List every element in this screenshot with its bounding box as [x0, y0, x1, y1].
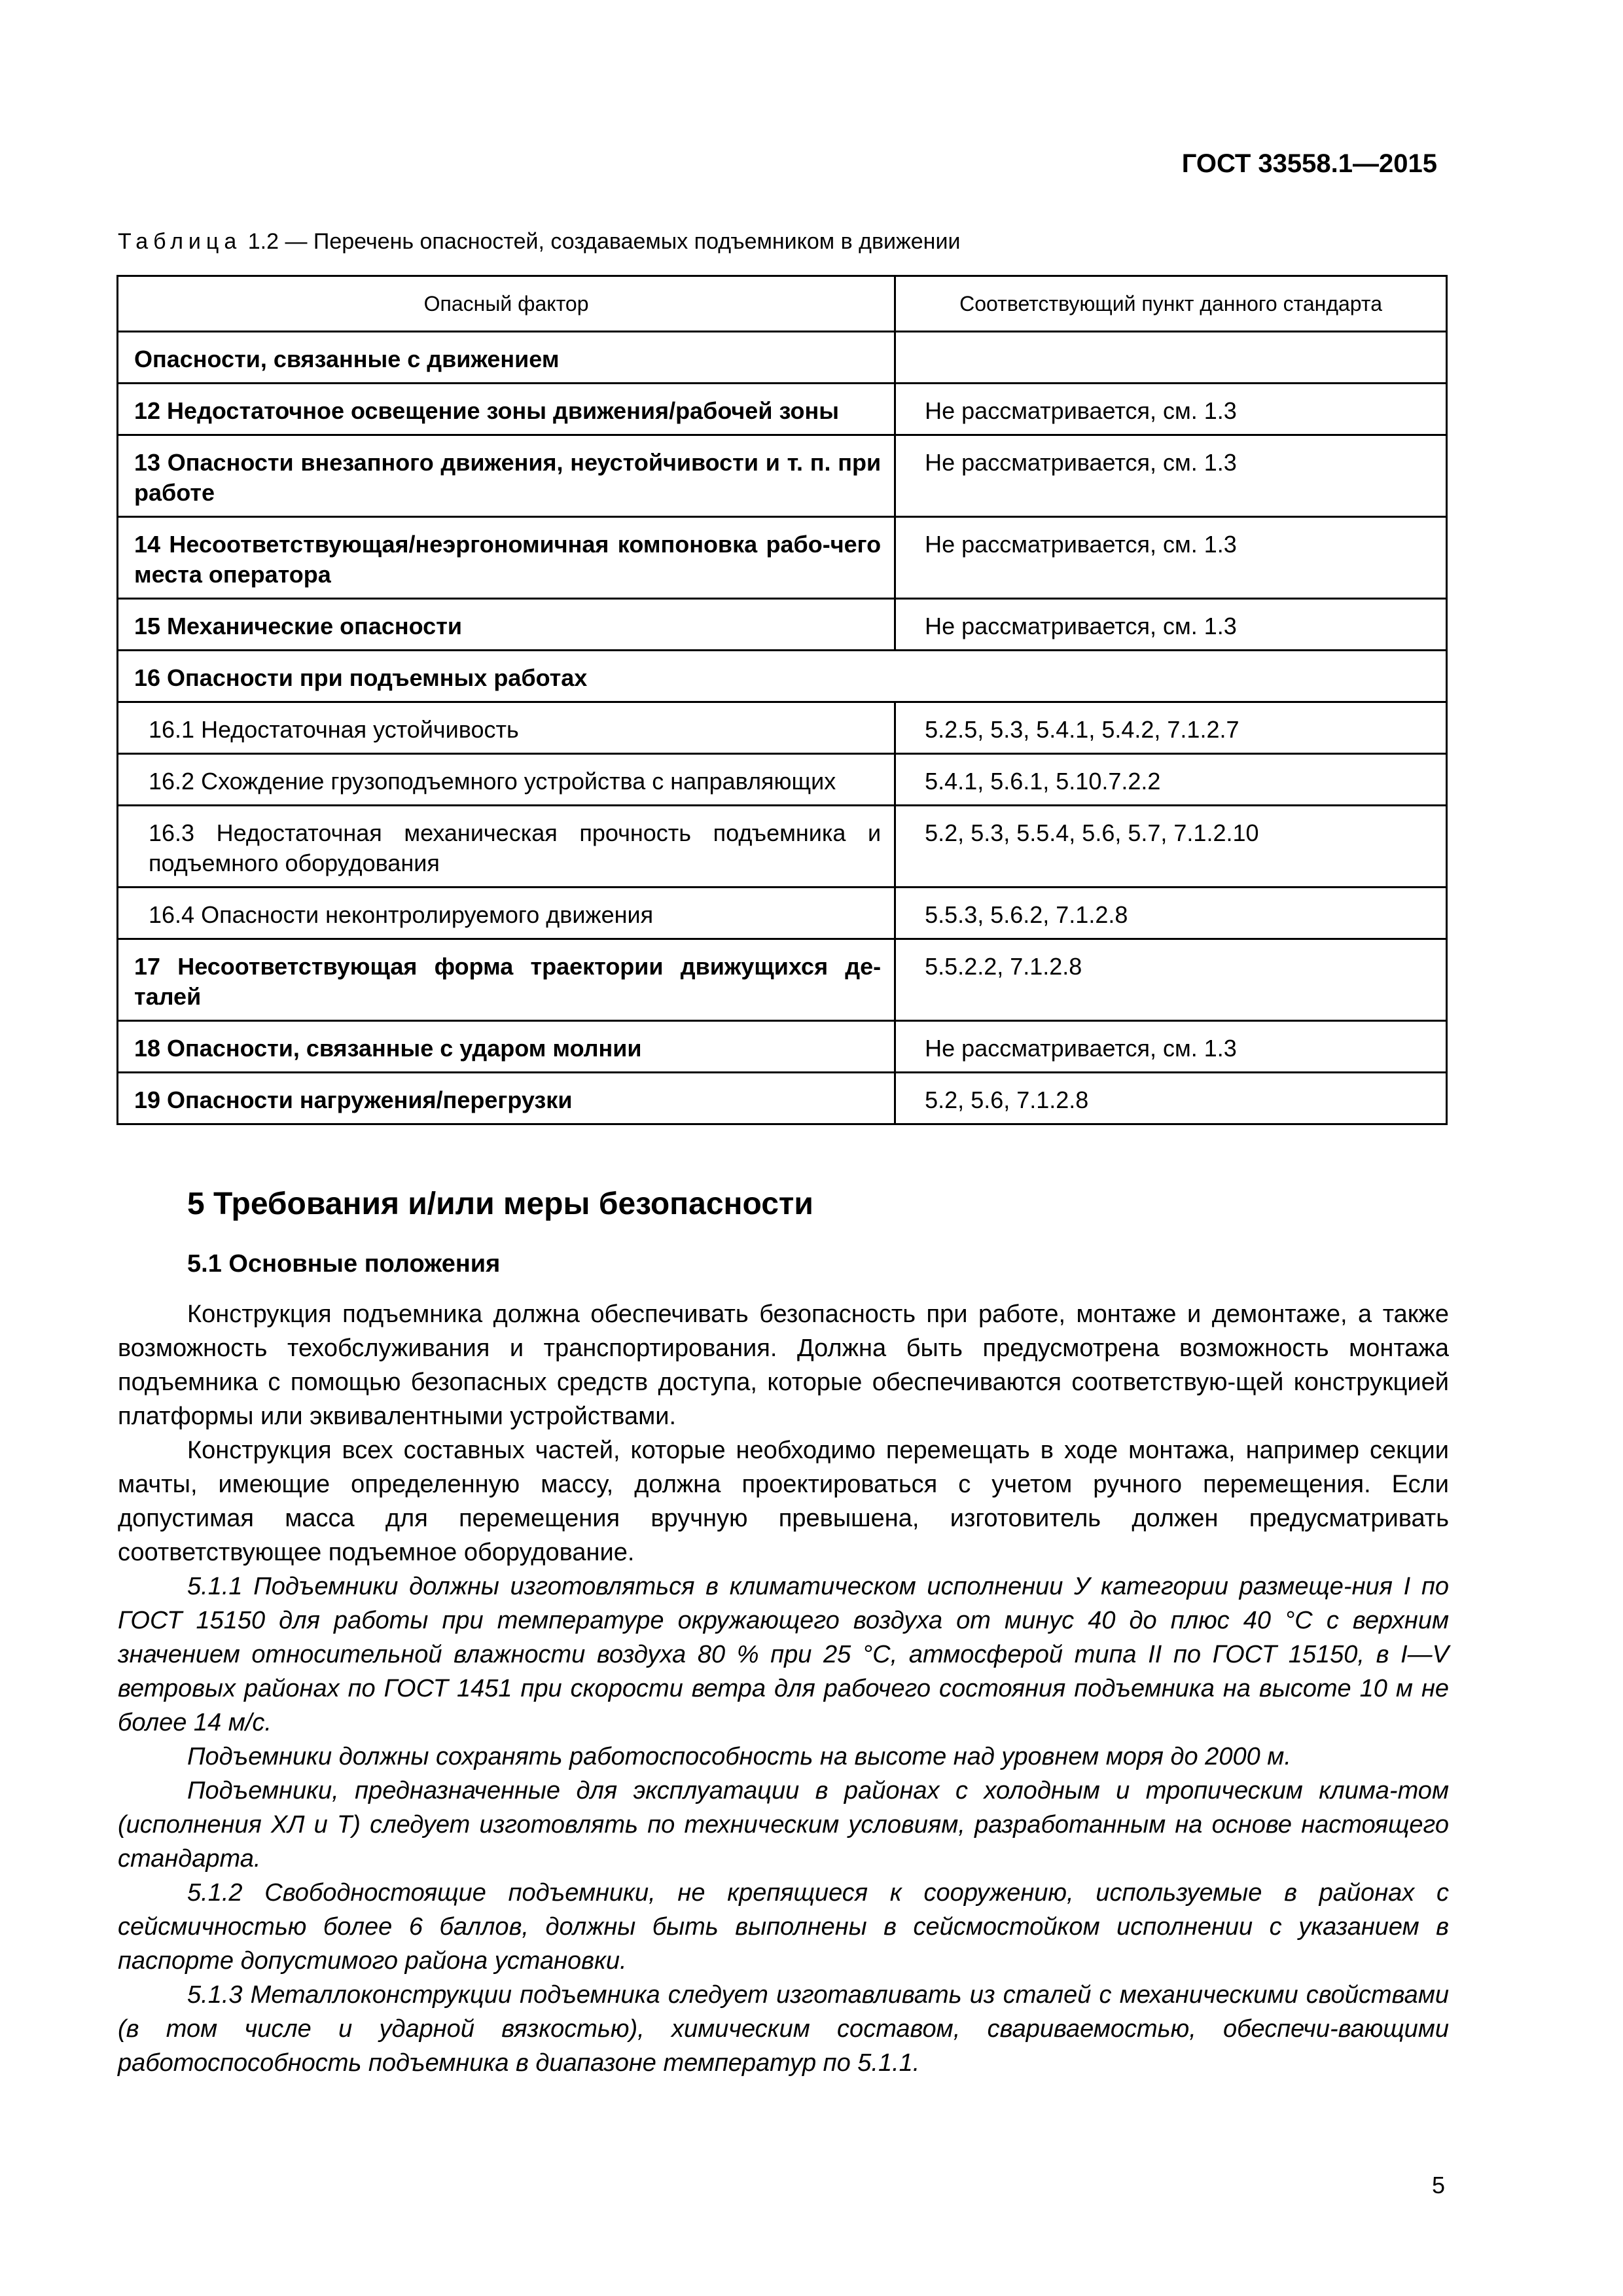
hazard-factor: 18 Опасности, связанные с ударом молнии: [118, 1021, 895, 1073]
table-caption: [118, 229, 960, 255]
hazards-table: [116, 275, 1448, 1125]
table-row: [118, 702, 1447, 754]
hazard-group-title: 16 Опасности при подъемных работах: [118, 651, 1447, 702]
paragraph: Конструкция всех составных частей, которые необходимо перемещать в ходе монтажа, например секции мачты, имеющие определенную массу, должна проектироваться с учетом ручного перемещения. Если допустимая масса для перемещения вручную превышена, изготовитель должен предусматривать соответствующее подъемное оборудование.: [118, 1437, 1449, 1566]
standard-reference: 5.2, 5.6, 7.1.2.8: [895, 1073, 1447, 1124]
table-row: [118, 599, 1447, 651]
paragraph: Подъемники должны сохранять работоспособность на высоте над уровнем моря до 2000 м.: [187, 1743, 1291, 1770]
standard-reference: 5.2, 5.3, 5.5.4, 5.6, 5.7, 7.1.2.10: [895, 806, 1447, 888]
standard-reference: 5.2.5, 5.3, 5.4.1, 5.4.2, 7.1.2.7: [895, 702, 1447, 754]
hazard-factor: 16.1 Недостаточная устойчивость: [118, 702, 895, 754]
hazard-factor: 13 Опасности внезапного движения, неустойчивости и т. п. при работе: [118, 435, 895, 517]
hazard-factor: 16.3 Недостаточная механическая прочность подъемника и подъемного оборудования: [118, 806, 895, 888]
hazard-factor: 16.2 Схождение грузоподъемного устройства с направляющих: [118, 754, 895, 806]
table-row: [118, 384, 1447, 435]
hazard-factor: 17 Несоответствующая форма траектории движущихся де-талей: [118, 939, 895, 1021]
paragraph: Подъемники, предназначенные для эксплуатации в районах с холодным и тропическим клима-том (исполнения ХЛ и Т) следует изготовлять по техническим условиям, разработанным на основе настоящего стандарта.: [118, 1777, 1449, 1873]
standard-reference: [895, 332, 1447, 384]
standard-reference: Не рассматривается, см. 1.3: [895, 384, 1447, 435]
table-row: [118, 939, 1447, 1021]
paragraph: 5.1.1 Подъемники должны изготовляться в климатическом исполнении У категории размеще-ния I по ГОСТ 15150 для работы при температуре окружающего воздуха от минус 40 до плюс 40 °С с верхним значением относительной влажности воздуха 80 % при 25 °С, атмосферой типа II по ГОСТ 15150, в I—V ветровых районах по ГОСТ 1451 при скорости ветра для рабочего состояния подъемника на высоте 10 м не более 14 м/с.: [118, 1573, 1449, 1736]
section-heading: 5 Требования и/или меры безопасности: [187, 1187, 813, 1221]
table-group-row: [118, 651, 1447, 702]
standard-reference: Не рассматривается, см. 1.3: [895, 517, 1447, 599]
subsection-heading: 5.1 Основные положения: [187, 1250, 501, 1278]
hazard-factor: 14 Несоответствующая/неэргономичная компоновка рабо-чего места оператора: [118, 517, 895, 599]
table-row: [118, 806, 1447, 888]
paragraph: Конструкция подъемника должна обеспечивать безопасность при работе, монтаже и демонтаже, а также возможность техобслуживания и транспортирования. Должна быть предусмотрена возможность монтажа подъемника с помощью безопасных средств доступа, которые обеспечиваются соответствую-щей конструкцией платформы или эквивалентными устройствами.: [118, 1300, 1449, 1430]
column-header-reference: Соответствующий пункт данного стандарта: [895, 276, 1447, 332]
table-row: [118, 1073, 1447, 1124]
table-row: [118, 435, 1447, 517]
paragraph: 5.1.2 Свободностоящие подъемники, не крепящиеся к сооружению, используемые в районах с сейсмичностью более 6 баллов, должны быть выполнены в сейсмостойком исполнении с указанием в паспорте допустимого района установки.: [118, 1879, 1449, 1975]
hazard-factor: 19 Опасности нагружения/перегрузки: [118, 1073, 895, 1124]
standard-reference: Не рассматривается, см. 1.3: [895, 1021, 1447, 1073]
table-row: [118, 754, 1447, 806]
table-header-row: [118, 276, 1447, 332]
page-number: 5: [1431, 2172, 1445, 2198]
table-caption-text: 1.2 — Перечень опасностей, создаваемых подъемником в движении: [241, 229, 961, 254]
standard-reference: Не рассматривается, см. 1.3: [895, 599, 1447, 651]
standard-reference: Не рассматривается, см. 1.3: [895, 435, 1447, 517]
hazard-factor: Опасности, связанные с движением: [118, 332, 895, 384]
table-row: [118, 517, 1447, 599]
section-body: [118, 1297, 1449, 2080]
standard-reference: 5.5.2.2, 7.1.2.8: [895, 939, 1447, 1021]
hazard-factor: 15 Механические опасности: [118, 599, 895, 651]
document-code: ГОСТ 33558.1—2015: [1181, 149, 1437, 178]
standard-reference: 5.4.1, 5.6.1, 5.10.7.2.2: [895, 754, 1447, 806]
table-row: [118, 888, 1447, 939]
hazard-factor: 12 Недостаточное освещение зоны движения/рабочей зоны: [118, 384, 895, 435]
table-row: [118, 332, 1447, 384]
standard-reference: 5.5.3, 5.6.2, 7.1.2.8: [895, 888, 1447, 939]
paragraph: 5.1.3 Металлоконструкции подъемника следует изготавливать из сталей с механическими свойствами (в том числе и ударной вязкостью), химическим составом, свариваемостью, обеспечи-вающими работоспособность подъемника в диапазоне температур по 5.1.1.: [118, 1981, 1449, 2077]
column-header-factor: Опасный фактор: [118, 276, 895, 332]
table-row: [118, 1021, 1447, 1073]
hazard-factor: 16.4 Опасности неконтролируемого движения: [118, 888, 895, 939]
table-caption-prefix: Таблица: [118, 229, 242, 254]
